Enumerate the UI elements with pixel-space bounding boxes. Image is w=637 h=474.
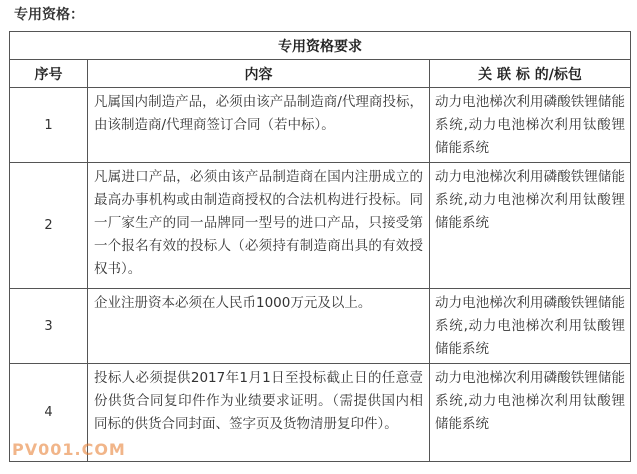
section-heading: 专用资格： xyxy=(14,7,84,23)
table-title-row xyxy=(10,32,631,60)
row-subject: 动力电池梯次利用磷酸铁锂储能系统,动力电池梯次利用钛酸锂储能系统 xyxy=(430,364,631,462)
row-number: 4 xyxy=(10,364,88,462)
column-header-subject: 关 联 标 的/标包 xyxy=(430,60,631,88)
row-number: 1 xyxy=(10,88,88,163)
column-header-content: 内容 xyxy=(88,60,430,88)
row-content: 企业注册资本必须在人民币1000万元及以上。 xyxy=(88,289,430,364)
row-content: 投标人必须提供2017年1月1日至投标截止日的任意壹份供货合同复印件作为业绩要求证明。（需提供国内相同标的供货合同封面、签字页及货物清册复印件）。 xyxy=(88,364,430,462)
table-row xyxy=(10,88,631,163)
table-title: 专用资格要求 xyxy=(10,32,631,60)
column-header-no: 序号 xyxy=(10,60,88,88)
row-content: 凡属进口产品，必须由该产品制造商在国内注册成立的最高办事机构或由制造商授权的合法机构进行投标。同一厂家生产的同一品牌同一型号的进口产品，只接受第一个报名有效的投标人（必须持有制造商出具的有效授权书）。 xyxy=(88,163,430,289)
row-subject: 动力电池梯次利用磷酸铁锂储能系统,动力电池梯次利用钛酸锂储能系统 xyxy=(430,163,631,289)
qualification-table xyxy=(9,31,631,462)
row-subject: 动力电池梯次利用磷酸铁锂储能系统,动力电池梯次利用钛酸锂储能系统 xyxy=(430,88,631,163)
row-subject: 动力电池梯次利用磷酸铁锂储能系统,动力电池梯次利用钛酸锂储能系统 xyxy=(430,289,631,364)
row-content: 凡属国内制造产品，必须由该产品制造商/代理商投标，由该制造商/代理商签订合同（若中标）。 xyxy=(88,88,430,163)
row-number: 2 xyxy=(10,163,88,289)
table-row xyxy=(10,289,631,364)
table-header-row xyxy=(10,60,631,88)
row-number: 3 xyxy=(10,289,88,364)
table-row xyxy=(10,163,631,289)
site-watermark: PV001.COM xyxy=(12,440,126,459)
